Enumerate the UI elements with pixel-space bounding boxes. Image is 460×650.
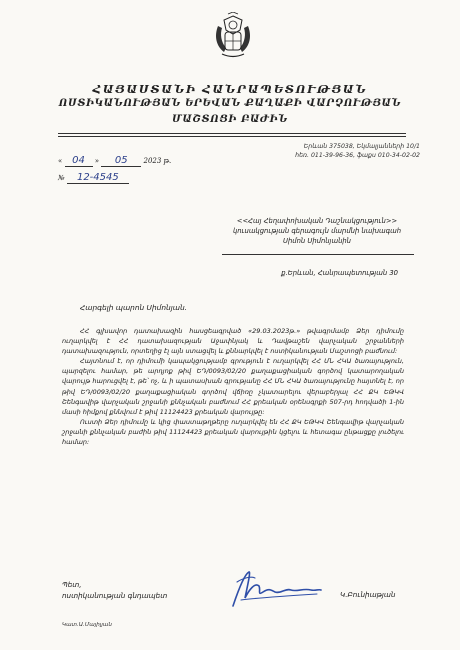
date-line: « 04 » 05 2023 թ. [58, 155, 172, 166]
reference-number: 12-4545 [67, 172, 129, 184]
number-prefix: № [58, 174, 65, 182]
executor-note: Կատ.Ա.Մայիլյան [62, 622, 112, 628]
header-rule-top [58, 133, 406, 134]
signatory-name: Կ.Բունիաթյան [340, 590, 396, 599]
header-rule-bottom [58, 136, 406, 137]
date-day: 04 [65, 155, 93, 167]
header-line-1: ՀԱՅԱՍՏԱՆԻ ՀԱՆՐԱՊԵՏՈՒԹՅԱՆ [92, 82, 368, 96]
body-paragraph: ՀՀ գլխավոր դատախազին հասցեագրված «29.03.2023թ.» թվագրմամբ Ձեր դիմումը ուղարկվել է ՀՀ դատախազության Աջափնյակ և Դավթաշեն վարչական շրջանների դատախազություն, որտեղից էլ այն ստացվել և քննարկվել է ոստիկանության Մաշտոցի բաժնում: [62, 327, 404, 356]
body-paragraph: Հայտնում է, որ դիմումի կապակցությամբ գրություն է ուղարկվել ՀՀ ՄՆ ՀԿԱ ծառայություն, պարզելու համար, թե արդյոք թիվ ԵԴ/0093/02/20 քաղաքացիական գործով կատարողական վարույթ հարուցվել է, թե՝ ոչ, և ի պատասխան գրությանը ՀՀ ՄՆ ՀԿԱ ծառայությունը հայտնել է, որ թիվ ԵԴ/0093/02/20 քաղաքացիական գործով վճիռը չկատարելու վերաբերյալ ՀՀ ՔԿ ԵԹԿՎ Շենգավիթ վարչական շրջանի քննչական բաժնում ՀՀ քրեական օրենսգրքի 507-րդ հոդվածի 1-ին մասի հիմքով քննվում է թիվ 11124423 քրեական վարույթը: [62, 357, 404, 416]
letter-body [62, 326, 404, 447]
recipient-line: <<Հայ Հեղափոխական Դաշնակցություն>> [236, 217, 398, 225]
header-line-2: ՈՍՏԻԿԱՆՈՒԹՅԱՆ ԵՐԵՎԱՆ ՔԱՂԱՔԻ ՎԱՐՉՈՒԹՅԱՆ [58, 98, 402, 109]
body-paragraph: Ուստի Ձեր դիմումը և կից փաստաթղթերը ուղարկվել են ՀՀ ՔԿ ԵԹԿՎ Շենգավիթ վարչական շրջանի քննչական բաժին թիվ 11124423 քրեական վարույթին կցելու և հետագա ընթացքը լուծելու համար: [62, 417, 404, 447]
signatory-title-line: Պետ, [62, 580, 82, 589]
signatory-title-line: ոստիկանության գնդապետ [62, 591, 168, 600]
recipient-line: կուսակցության գերագույն մարմնի նախագահ [232, 227, 402, 235]
handwritten-signature [225, 568, 325, 612]
recipient-block [222, 216, 412, 246]
coat-of-arms-icon [212, 12, 254, 62]
header-line-3: ՄԱՇՏՈՑԻ ԲԱԺԻՆ [172, 114, 288, 125]
recipient-line: Սիմոն Սիմոնյանին [282, 237, 351, 245]
reference-number-line [58, 172, 129, 184]
signatory-title [62, 579, 167, 601]
date-month: 05 [101, 155, 141, 167]
date-year: 2023 թ. [143, 157, 172, 165]
salutation: Հարգելի պարոն Սիմոնյան. [80, 303, 187, 312]
office-address [220, 142, 420, 160]
address-line: Երևան 375038, Եկմալյանների 10/1 [303, 143, 420, 150]
recipient-rule [222, 254, 414, 255]
phone-line: հեռ. 011-39-96-36, ֆաքս 010-34-02-02 [295, 152, 420, 159]
recipient-address: ք.Երևան, Հանրապետության 30 [281, 269, 398, 277]
